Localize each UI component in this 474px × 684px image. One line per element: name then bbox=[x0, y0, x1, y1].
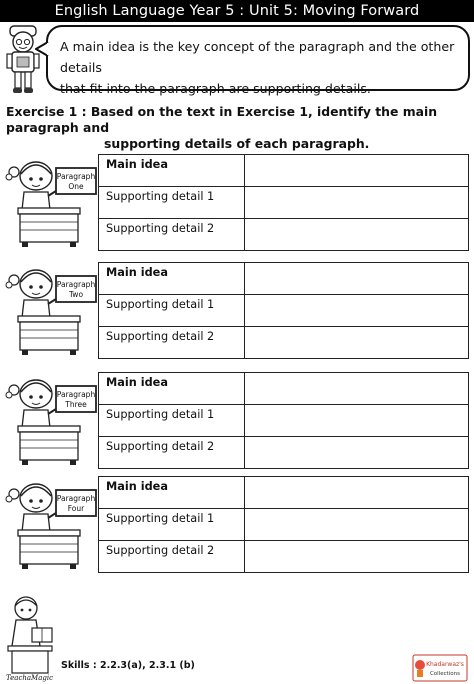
supporting-detail-2-label: Supporting detail 2 bbox=[99, 219, 245, 251]
supporting-detail-1-label: Supporting detail 1 bbox=[99, 509, 245, 541]
exercise-line-1: Exercise 1 : Based on the text in Exercise 1, identify the main paragraph and bbox=[6, 104, 438, 135]
supporting-detail-2-answer-cell[interactable] bbox=[245, 219, 469, 251]
paragraph-three-section bbox=[0, 370, 474, 470]
girl-at-desk-icon bbox=[4, 152, 100, 248]
page-title: English Language Year 5 : Unit 5: Moving Forward bbox=[0, 0, 474, 22]
supporting-detail-2-label: Supporting detail 2 bbox=[99, 437, 245, 469]
supporting-detail-1-answer-cell[interactable] bbox=[245, 295, 469, 327]
main-idea-answer-cell[interactable] bbox=[245, 477, 469, 509]
definition-line-1: A main idea is the key concept of the paragraph and the other details bbox=[60, 39, 455, 75]
supporting-detail-1-label: Supporting detail 1 bbox=[99, 295, 245, 327]
table-row bbox=[99, 405, 469, 437]
paragraph-four-table bbox=[98, 476, 469, 573]
paragraph-sign-number: Three bbox=[65, 400, 87, 409]
definition-line-2: that fit into the paragraph are supporting details. bbox=[60, 81, 371, 96]
paragraph-sign-number: Two bbox=[68, 290, 84, 299]
table-row bbox=[99, 263, 469, 295]
girl-at-desk-icon bbox=[4, 370, 100, 466]
paragraph-sign-label: Paragraph bbox=[56, 172, 96, 181]
main-idea-label: Main idea bbox=[99, 373, 245, 405]
table-row bbox=[99, 187, 469, 219]
supporting-detail-1-label: Supporting detail 1 bbox=[99, 187, 245, 219]
table-row bbox=[99, 295, 469, 327]
paragraph-sign-label: Paragraph bbox=[56, 494, 96, 503]
table-row bbox=[99, 477, 469, 509]
main-idea-answer-cell[interactable] bbox=[245, 263, 469, 295]
supporting-detail-2-answer-cell[interactable] bbox=[245, 327, 469, 359]
paragraph-sign-label: Paragraph bbox=[56, 390, 96, 399]
table-row bbox=[99, 437, 469, 469]
girl-at-desk-icon bbox=[4, 474, 100, 570]
main-idea-label: Main idea bbox=[99, 155, 245, 187]
logo-text-line-2: Collections bbox=[429, 671, 461, 677]
supporting-detail-2-answer-cell[interactable] bbox=[245, 437, 469, 469]
paragraph-one-section bbox=[0, 152, 474, 252]
table-row bbox=[99, 327, 469, 359]
supporting-detail-2-label: Supporting detail 2 bbox=[99, 327, 245, 359]
supporting-detail-1-answer-cell[interactable] bbox=[245, 405, 469, 437]
main-idea-label: Main idea bbox=[99, 477, 245, 509]
paragraph-sign-number: One bbox=[68, 182, 84, 191]
supporting-detail-1-label: Supporting detail 1 bbox=[99, 405, 245, 437]
paragraph-four-section bbox=[0, 474, 474, 574]
exercise-line-2: supporting details of each paragraph. bbox=[104, 136, 370, 151]
table-row bbox=[99, 541, 469, 573]
table-row bbox=[99, 509, 469, 541]
paragraph-one-table bbox=[98, 154, 469, 251]
paragraph-two-section bbox=[0, 260, 474, 360]
supporting-detail-1-answer-cell[interactable] bbox=[245, 509, 469, 541]
logo-text-line-1: Khadarwaz's bbox=[426, 661, 464, 668]
paragraph-sign-label: Paragraph bbox=[56, 280, 96, 289]
reading-girl-icon bbox=[4, 594, 62, 682]
paragraph-sign-number: Four bbox=[67, 504, 85, 513]
brand-logo-icon bbox=[412, 654, 468, 682]
exercise-instructions bbox=[6, 104, 468, 152]
main-idea-label: Main idea bbox=[99, 263, 245, 295]
supporting-detail-2-label: Supporting detail 2 bbox=[99, 541, 245, 573]
table-row bbox=[99, 219, 469, 251]
illustrator-signature: TeachaMagic bbox=[6, 674, 54, 682]
main-idea-definition-box bbox=[46, 25, 470, 96]
paragraph-two-table bbox=[98, 262, 469, 359]
boy-mascot-icon bbox=[4, 24, 42, 96]
girl-at-desk-icon bbox=[4, 260, 100, 356]
main-idea-answer-cell[interactable] bbox=[245, 155, 469, 187]
table-row bbox=[99, 155, 469, 187]
supporting-detail-1-answer-cell[interactable] bbox=[245, 187, 469, 219]
supporting-detail-2-answer-cell[interactable] bbox=[245, 541, 469, 573]
speech-tail bbox=[35, 40, 49, 58]
table-row bbox=[99, 373, 469, 405]
skills-reference: Skills : 2.2.3(a), 2.3.1 (b) bbox=[61, 660, 195, 671]
main-idea-answer-cell[interactable] bbox=[245, 373, 469, 405]
paragraph-three-table bbox=[98, 372, 469, 469]
